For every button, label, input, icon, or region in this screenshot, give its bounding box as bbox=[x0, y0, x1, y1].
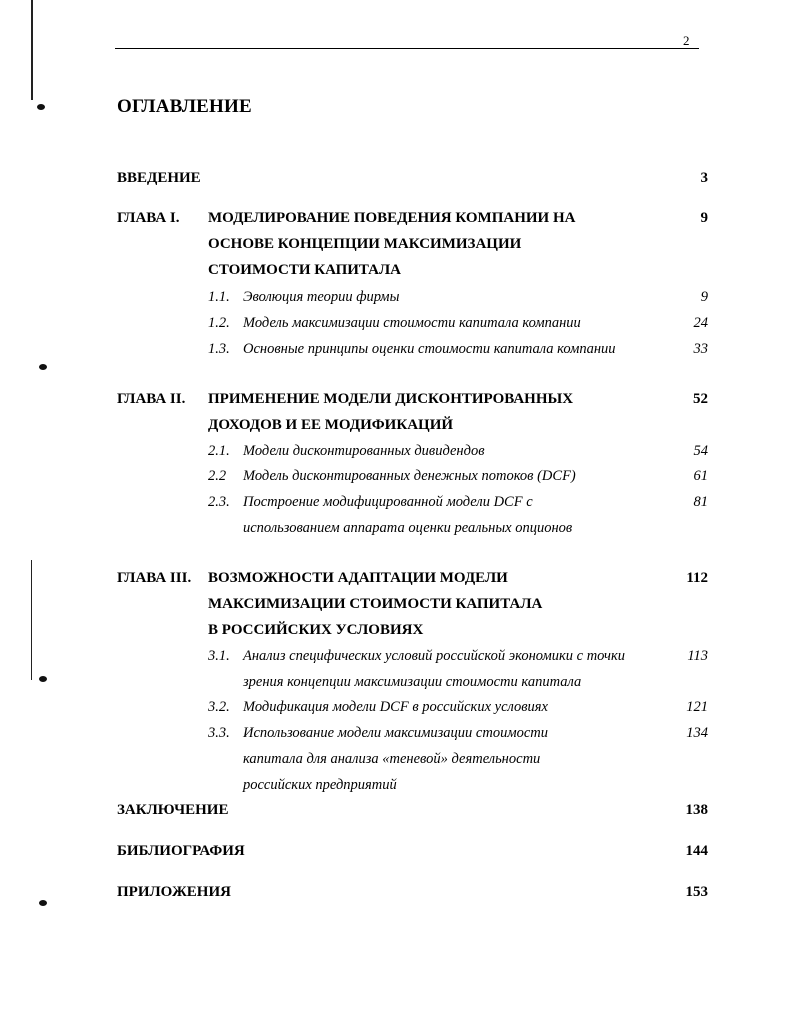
scan-blot bbox=[39, 364, 47, 370]
section-title: Модель максимизации стоимости капитала компании bbox=[243, 315, 581, 331]
chapter-label: ГЛАВА II. bbox=[117, 391, 186, 407]
section-page: 61 bbox=[693, 468, 708, 484]
section-number: 3.3. bbox=[208, 725, 230, 741]
page-number: 2 bbox=[683, 33, 690, 48]
scan-margin-line bbox=[31, 560, 32, 680]
section-page: 81 bbox=[693, 494, 708, 510]
scan-blot bbox=[39, 900, 47, 906]
entry-label: ЗАКЛЮЧЕНИЕ bbox=[117, 802, 229, 818]
section-page: 54 bbox=[693, 443, 708, 459]
scan-margin-line bbox=[31, 0, 33, 100]
chapter-label: ГЛАВА III. bbox=[117, 570, 192, 586]
section-title-cont: капитала для анализа «теневой» деятельности bbox=[243, 751, 541, 767]
section-number: 3.1. bbox=[208, 648, 230, 664]
scan-blot bbox=[37, 104, 45, 110]
section-number: 2.2 bbox=[208, 468, 227, 484]
section-page: 113 bbox=[687, 648, 708, 664]
entry-label: ВВЕДЕНИЕ bbox=[117, 170, 201, 186]
section-page: 121 bbox=[686, 699, 708, 715]
section-title: Построение модифицированной модели DCF с bbox=[243, 494, 533, 510]
section-number: 2.1. bbox=[208, 443, 230, 459]
header-rule bbox=[115, 48, 699, 49]
chapter-title-line: МОДЕЛИРОВАНИЕ ПОВЕДЕНИЯ КОМПАНИИ НА bbox=[208, 210, 576, 226]
chapter-label: ГЛАВА I. bbox=[117, 210, 180, 226]
entry-page: 144 bbox=[685, 843, 708, 859]
entry-page: 138 bbox=[685, 802, 708, 818]
section-number: 1.2. bbox=[208, 315, 230, 331]
chapter-title-line: СТОИМОСТИ КАПИТАЛА bbox=[208, 262, 402, 278]
section-page: 134 bbox=[686, 725, 708, 741]
section-title: Анализ специфических условий российской экономики с точки bbox=[243, 648, 625, 664]
section-title-cont: зрения концепции максимизации стоимости капитала bbox=[243, 674, 582, 690]
section-title: Модель дисконтированных денежных потоков (DCF) bbox=[243, 468, 576, 484]
chapter-page: 9 bbox=[700, 210, 708, 226]
section-title: Основные принципы оценки стоимости капитала компании bbox=[243, 341, 616, 357]
entry-label: ПРИЛОЖЕНИЯ bbox=[117, 884, 231, 900]
entry-page: 3 bbox=[700, 170, 708, 186]
entry-label: БИБЛИОГРАФИЯ bbox=[117, 843, 245, 859]
chapter-title-line: МАКСИМИЗАЦИИ СТОИМОСТИ КАПИТАЛА bbox=[208, 596, 543, 612]
section-number: 2.3. bbox=[208, 494, 230, 510]
chapter-title-line: ПРИМЕНЕНИЕ МОДЕЛИ ДИСКОНТИРОВАННЫХ bbox=[208, 391, 574, 407]
section-number: 1.1. bbox=[208, 289, 230, 305]
section-title-cont: российских предприятий bbox=[243, 777, 397, 793]
section-number: 3.2. bbox=[208, 699, 230, 715]
section-title: Модификация модели DCF в российских условиях bbox=[243, 699, 548, 715]
section-page: 33 bbox=[693, 341, 708, 357]
section-number: 1.3. bbox=[208, 341, 230, 357]
entry-page: 153 bbox=[685, 884, 708, 900]
section-page: 24 bbox=[693, 315, 708, 331]
section-title-cont: использованием аппарата оценки реальных опционов bbox=[243, 520, 573, 536]
toc-title: ОГЛАВЛЕНИЕ bbox=[117, 96, 252, 117]
scan-blot bbox=[39, 676, 47, 682]
chapter-page: 112 bbox=[686, 570, 708, 586]
chapter-page: 52 bbox=[693, 391, 708, 407]
chapter-title-line: В РОССИЙСКИХ УСЛОВИЯХ bbox=[208, 622, 424, 638]
chapter-title-line: ДОХОДОВ И ЕЕ МОДИФИКАЦИЙ bbox=[208, 417, 454, 433]
section-title: Модели дисконтированных дивидендов bbox=[243, 443, 485, 459]
section-page: 9 bbox=[700, 289, 708, 305]
chapter-title-line: ВОЗМОЖНОСТИ АДАПТАЦИИ МОДЕЛИ bbox=[208, 570, 508, 586]
chapter-title-line: ОСНОВЕ КОНЦЕПЦИИ МАКСИМИЗАЦИИ bbox=[208, 236, 522, 252]
section-title: Эволюция теории фирмы bbox=[243, 289, 400, 305]
section-title: Использование модели максимизации стоимости bbox=[243, 725, 549, 741]
